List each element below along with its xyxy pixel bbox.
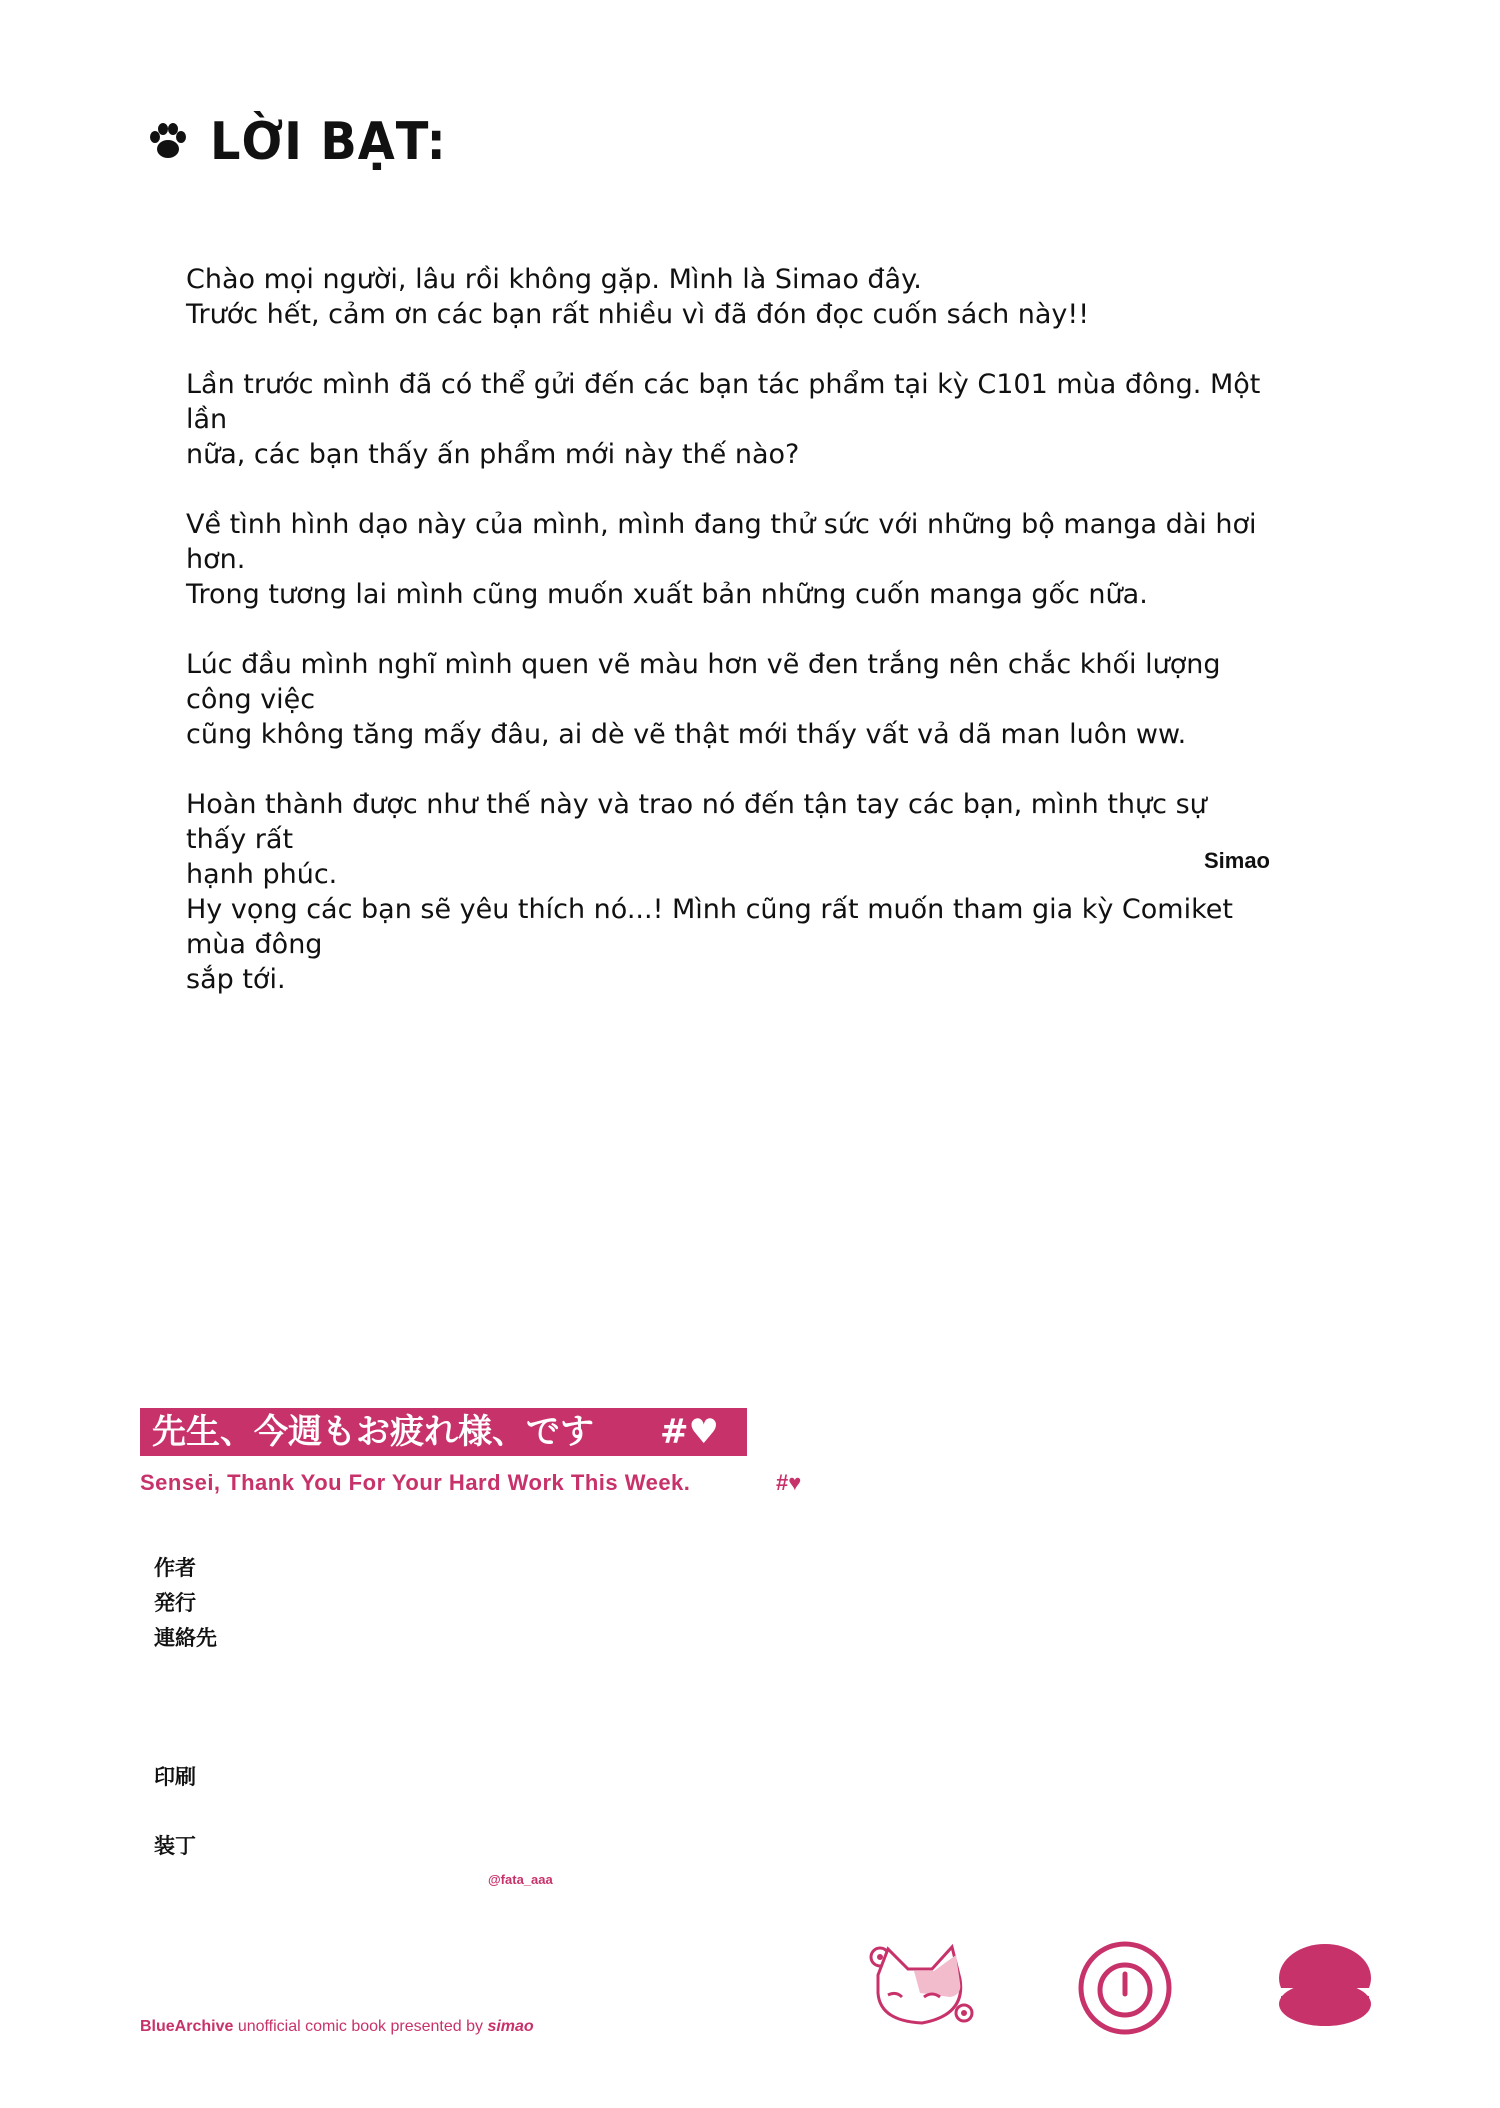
text-line: cũng không tăng mấy đâu, ai dè vẽ thật mới thấy vất vả dã man luôn ww. — [186, 719, 1187, 750]
design-label: 装丁 — [154, 1834, 196, 1858]
paragraph — [186, 787, 1266, 997]
afterword-heading — [146, 112, 467, 172]
footer-text: unofficial comic book presented by — [233, 2018, 488, 2035]
jp-title: 先生、今週もお疲れ様、です — [152, 1412, 594, 1452]
footer-credit — [140, 2018, 534, 2036]
footer-author: simao — [487, 2018, 534, 2035]
paragraph — [186, 262, 1266, 332]
text-line: sắp tới. — [186, 964, 286, 995]
text-line: Trong tương lai mình cũng muốn xuất bản những cuốn manga gốc nữa. — [186, 579, 1148, 610]
footer-brand: BlueArchive — [140, 2018, 234, 2035]
text-line: hạnh phúc. — [186, 859, 338, 890]
print-label: 印刷 — [154, 1765, 196, 1789]
text-line: Về tình hình dạo này của mình, mình đang thử sức với những bộ manga dài hơi hơn. — [186, 509, 1257, 575]
paragraph — [186, 367, 1266, 472]
page-title: LỜI BẠT: — [210, 112, 447, 172]
power-circle-logo — [1075, 1938, 1175, 2038]
design-handle[interactable]: @fata_aaa — [488, 1872, 553, 1887]
afterword-body — [186, 262, 1266, 1032]
macaron-logo — [1275, 1938, 1375, 2038]
paw-icon — [146, 120, 190, 164]
jp-title-bar — [140, 1408, 747, 1456]
publisher-label: 発行 — [154, 1591, 196, 1615]
text-line: Lần trước mình đã có thể gửi đến các bạn tác phẩm tại kỳ C101 mùa đông. Một lần — [186, 369, 1261, 435]
text-line: Lúc đầu mình nghĩ mình quen vẽ màu hơn vẽ đen trắng nên chắc khối lượng công việc — [186, 649, 1221, 715]
cat-mascot-logo — [860, 1935, 980, 2035]
paragraph — [186, 507, 1266, 612]
jp-title-tag: #♥ — [660, 1412, 719, 1452]
text-line: nữa, các bạn thấy ấn phẩm mới này thế nào? — [186, 439, 800, 470]
text-line: Hy vọng các bạn sẽ yêu thích nó...! Mình cũng rất muốn tham gia kỳ Comiket mùa đông — [186, 894, 1233, 960]
text-line: Trước hết, cảm ơn các bạn rất nhiều vì đã đón đọc cuốn sách này!! — [186, 299, 1090, 330]
signature: Simao — [1203, 848, 1270, 873]
contact-label: 連絡先 — [154, 1626, 217, 1650]
text-line: Hoàn thành được như thế này và trao nó đến tận tay các bạn, mình thực sự thấy rất — [186, 789, 1207, 855]
paragraph — [186, 647, 1266, 752]
en-title-tag: #♥ — [776, 1470, 802, 1495]
en-title: Sensei, Thank You For Your Hard Work This Week. — [140, 1470, 691, 1495]
text-line: Chào mọi người, lâu rồi không gặp. Mình là Simao đây. — [186, 264, 922, 295]
author-label: 作者 — [154, 1556, 196, 1580]
